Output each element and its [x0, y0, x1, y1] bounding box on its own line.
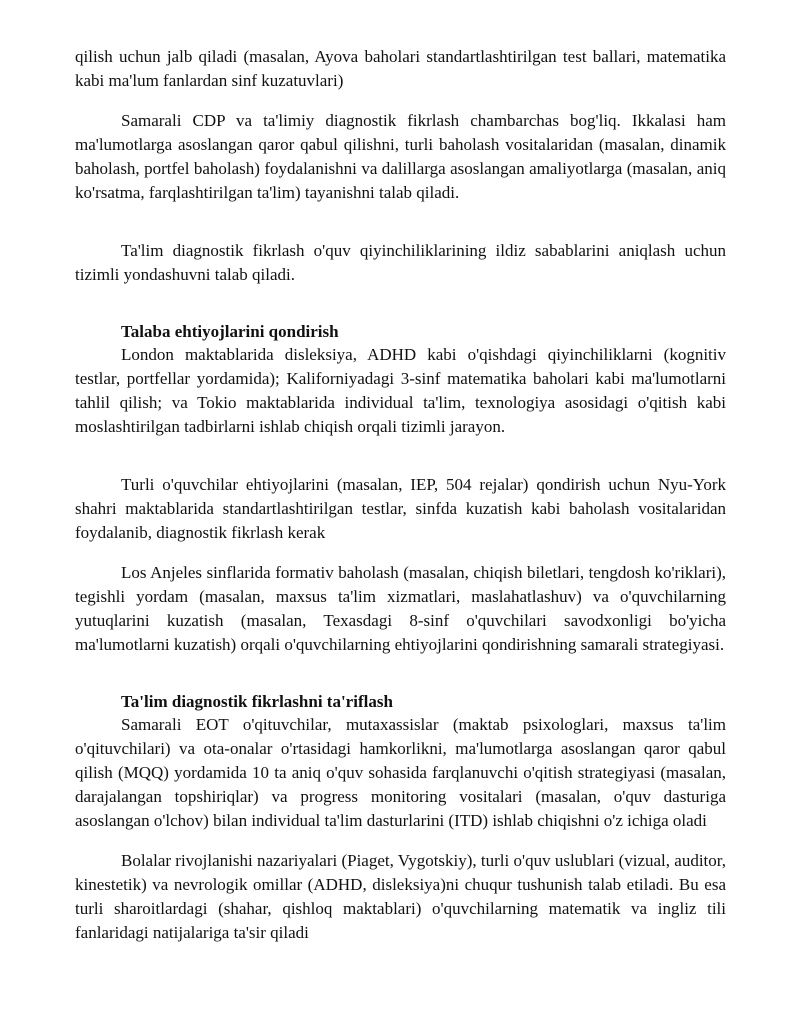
- paragraph-2: Ta'lim diagnostik fikrlash o'quv qiyinchiliklarining ildiz sabablarini aniqlash uchun tizimli yondashuvni talab qiladi.: [75, 241, 726, 284]
- paragraph-1: Samarali CDP va ta'limiy diagnostik fikrlash chambarchas bog'liq. Ikkalasi ham ma'lumotlarga asoslangan qaror qabul qilishni, turli baholash vositalaridan (masalan, dinamik baholash, portfel baholash) foydalanishni va dalillarga asoslangan amaliyotlarga (masalan, aniq ko'rsatma, farqlashtirilgan ta'lim) tayanishni talab qiladi.: [75, 111, 726, 202]
- document-page: [75, 45, 726, 945]
- paragraph-4: Turli o'quvchilar ehtiyojlarini (masalan, IEP, 504 rejalar) qondirish uchun Nyu-York shahri maktablarida standartlashtirilgan testlar, sinfda kuzatish kabi baholash vositalaridan foydalanib, diagnostik fikrlash kerak: [75, 475, 726, 542]
- section-heading-diagnostic-thinking: Ta'lim diagnostik fikrlashni ta'riflash: [121, 692, 393, 711]
- section-heading-student-needs: Talaba ehtiyojlarini qondirish: [121, 322, 339, 341]
- paragraph-0: qilish uchun jalb qiladi (masalan, Ayova baholari standartlashtirilgan test ballari, matematika kabi ma'lum fanlardan sinf kuzatuvlari): [75, 47, 726, 90]
- paragraph-5: Los Anjeles sinflarida formativ baholash (masalan, chiqish biletlari, tengdosh ko'riklari), tegishli yordam (masalan, maxsus ta'lim xizmatlari, maslahatlashuv) va o'quvchilarning yutuqlarini kuzatish (masalan, Texasdagi 8-sinf o'quvchilari savodxonligi bo'yicha ma'lumotlarni kuzatish) orqali o'quvchilarning ehtiyojlarini qondirishning samarali strategiyasi.: [75, 563, 726, 654]
- paragraph-3: London maktablarida disleksiya, ADHD kabi o'qishdagi qiyinchiliklarni (kognitiv testlar, portfellar yordamida); Kaliforniyadagi 3-sinf matematika baholari kabi ma'lumotlarni tahlil qilish; va Tokio maktablarida individual ta'lim, texnologiya asosidagi o'qitish kabi moslashtirilgan tadbirlarni ishlab chiqish orqali tizimli jarayon.: [75, 345, 726, 436]
- paragraph-7: Bolalar rivojlanishi nazariyalari (Piaget, Vygotskiy), turli o'quv uslublari (vizual, auditor, kinestetik) va nevrologik omillar (ADHD, disleksiya)ni chuqur tushunish talab etiladi. Bu esa turli sharoitlardagi (shahar, qishloq maktablari) o'quvchilarning matematik va ingliz tili fanlaridagi natijalariga ta'sir qiladi: [75, 851, 726, 942]
- paragraph-6: Samarali EOT o'qituvchilar, mutaxassislar (maktab psixologlari, maxsus ta'lim o'qituvchilari) va ota-onalar o'rtasidagi hamkorlikni, ma'lumotlarga asoslangan qaror qabul qilish (MQQ) yordamida 10 ta aniq o'quv sohasida farqlanuvchi o'qitish strategiyasi (masalan, darajalangan topshiriqlar) va progress monitoring vositalari (masalan, o'quv dasturiga asoslangan o'lchov) bilan individual ta'lim dasturlarini (ITD) ishlab chiqishni o'z ichiga oladi: [75, 715, 726, 830]
